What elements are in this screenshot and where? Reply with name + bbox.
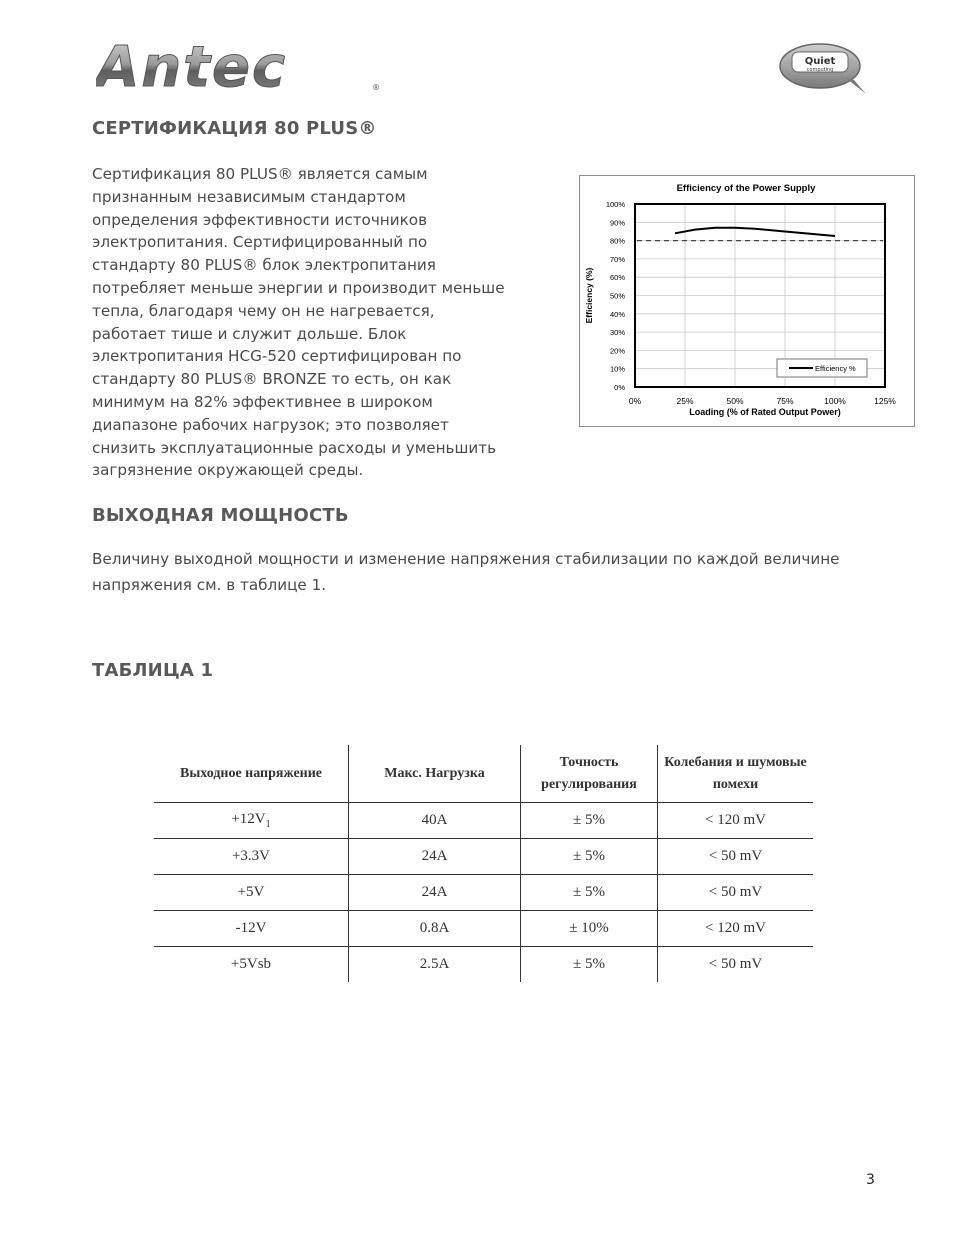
table-row bbox=[154, 839, 813, 875]
quiet-logo-text: Quiet bbox=[804, 56, 836, 67]
cell-load: 2.5A bbox=[349, 947, 521, 983]
x-tick-label: 100% bbox=[824, 396, 846, 406]
cell-regulation: ± 10% bbox=[521, 911, 658, 947]
chart-x-label: Loading (% of Rated Output Power) bbox=[689, 407, 841, 417]
output-table bbox=[154, 745, 813, 982]
y-tick-label: 60% bbox=[609, 273, 625, 283]
table-row bbox=[154, 803, 813, 839]
svg-text:Antec: Antec bbox=[96, 38, 288, 96]
y-tick-label: 0% bbox=[614, 383, 625, 392]
cell-voltage: -12V bbox=[154, 911, 349, 947]
cell-load: 24A bbox=[349, 875, 521, 911]
x-tick-labels bbox=[629, 396, 896, 406]
cell-regulation: ± 5% bbox=[521, 803, 658, 839]
chart-title: Efficiency of the Power Supply bbox=[676, 183, 816, 194]
voltage-subscript: 1 bbox=[265, 819, 271, 830]
efficiency-chart bbox=[579, 175, 915, 427]
voltage-text: +12V bbox=[231, 811, 266, 827]
y-tick-label: 40% bbox=[609, 309, 625, 319]
cell-regulation: ± 5% bbox=[521, 947, 658, 983]
cell-voltage: +5Vsb bbox=[230, 956, 272, 972]
y-tick-label: 70% bbox=[609, 254, 625, 264]
cell-load: 24A bbox=[349, 839, 521, 875]
y-tick-label: 50% bbox=[609, 291, 625, 301]
y-tick-label: 30% bbox=[609, 328, 625, 338]
table-row bbox=[154, 947, 813, 983]
cell-ripple: < 50 mV bbox=[658, 839, 814, 875]
power-heading: ВЫХОДНАЯ МОЩНОСТЬ bbox=[92, 505, 349, 526]
page-number: 3 bbox=[866, 1172, 875, 1188]
quiet-computing-logo bbox=[776, 40, 872, 96]
cell-load: 0.8A bbox=[349, 911, 521, 947]
cell-voltage: +5V bbox=[154, 875, 349, 911]
cell-ripple: < 120 mV bbox=[658, 911, 814, 947]
chart-y-label: Efficiency (%) bbox=[584, 267, 594, 324]
cert-paragraph: Сертификация 80 PLUS® является самым признанным независимым стандартом определения эффективности источников электропитания. Сертифицированный по стандарту 80 PLUS® блок электропитания потребляет меньше энергии и производит меньше тепла, благодаря чему он не нагревается, работает тише и служит дольше. Блок электропитания HCG-520 сертифицирован по стандарту 80 PLUS® BRONZE то есть, он как минимум на 82% эффективнее в широком диапазоне рабочих нагрузок; это позволяет снизить эксплуатационные расходы и уменьшить загрязнение окружающей среды. bbox=[92, 165, 505, 480]
cell-ripple: < 120 mV bbox=[658, 803, 814, 839]
header-output-voltage: Выходное напряжение bbox=[154, 745, 349, 803]
cell-regulation: ± 5% bbox=[521, 875, 658, 911]
x-tick-label: 0% bbox=[628, 396, 642, 406]
cell-voltage bbox=[154, 803, 349, 839]
y-tick-label: 10% bbox=[609, 364, 625, 374]
antec-logo bbox=[96, 38, 386, 96]
x-tick-label: 125% bbox=[874, 396, 896, 406]
cell-ripple: < 50 mV bbox=[658, 875, 814, 911]
y-tick-label: 90% bbox=[609, 218, 625, 228]
power-paragraph: Величину выходной мощности и изменение напряжения стабилизации по каждой величине напряжения см. в таблице 1. bbox=[92, 550, 840, 594]
computing-logo-text: computing bbox=[806, 67, 834, 73]
x-tick-label: 50% bbox=[726, 396, 744, 406]
svg-text:®: ® bbox=[372, 83, 380, 92]
cell-voltage: +3.3V bbox=[154, 839, 349, 875]
y-tick-label: 20% bbox=[609, 346, 625, 356]
efficiency-series-line bbox=[675, 228, 835, 236]
chart-legend bbox=[777, 359, 867, 377]
efficiency-chart-svg bbox=[580, 176, 916, 428]
x-tick-label: 75% bbox=[776, 396, 794, 406]
cell-ripple: < 50 mV bbox=[658, 947, 814, 983]
table-row bbox=[154, 911, 813, 947]
header-ripple-noise: Колебания и шумовые помехи bbox=[658, 745, 814, 803]
header-max-load: Макс. Нагрузка bbox=[349, 745, 521, 803]
cert-heading: СЕРТИФИКАЦИЯ 80 PLUS® bbox=[92, 118, 377, 139]
x-tick-label: 25% bbox=[676, 396, 694, 406]
legend-label: Efficiency % bbox=[815, 364, 856, 373]
y-tick-label: 80% bbox=[609, 236, 625, 246]
y-tick-labels bbox=[606, 200, 626, 392]
cell-load: 40A bbox=[349, 803, 521, 839]
y-tick-label: 100% bbox=[605, 200, 625, 209]
table-row bbox=[154, 875, 813, 911]
cell-regulation: ± 5% bbox=[521, 839, 658, 875]
table-header-row bbox=[154, 745, 813, 803]
table-heading: ТАБЛИЦА 1 bbox=[92, 660, 214, 681]
header-regulation: Точность регулирования bbox=[521, 745, 658, 803]
